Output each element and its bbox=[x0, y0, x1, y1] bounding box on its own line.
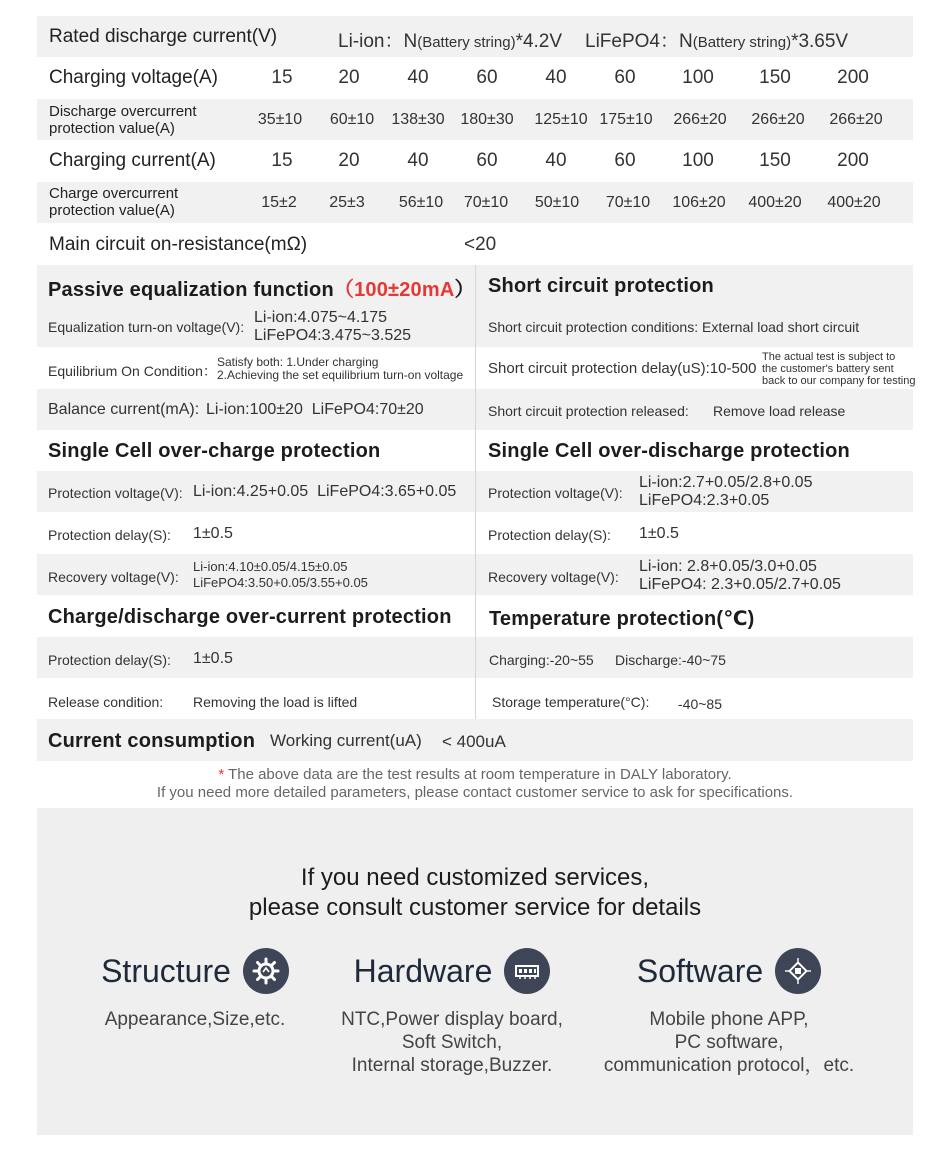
value-cell: 266±20 bbox=[829, 110, 883, 128]
title-paren: （ bbox=[333, 279, 355, 301]
value-cell: 400±20 bbox=[827, 193, 881, 211]
value-line: LiFePO4: 2.3+0.05/2.7+0.05 bbox=[639, 576, 841, 593]
value-cell: 266±20 bbox=[751, 110, 805, 128]
value-cell: 15±2 bbox=[261, 193, 297, 211]
value-cell: 200 bbox=[837, 67, 869, 88]
consumption-row bbox=[37, 719, 913, 761]
overcurrent-delay-label: Protection delay(S): bbox=[48, 652, 171, 668]
discharge-overcurrent-values bbox=[37, 99, 913, 140]
headline-line: If you need customized services, bbox=[300, 864, 650, 891]
temperature-title: Temperature protection(℃) bbox=[489, 608, 755, 630]
charging-current-values bbox=[37, 140, 913, 182]
value-cell: 180±30 bbox=[460, 110, 514, 128]
note-line: If you need more detailed parameters, please contact customer service to ask for specifications. bbox=[156, 784, 794, 801]
value-cell: 15 bbox=[271, 67, 293, 88]
eq-turn-on-values bbox=[254, 309, 411, 345]
value-line: LiFePO4:3.50+0.05/3.55+0.05 bbox=[193, 575, 368, 590]
temp-discharge: Discharge:-40~75 bbox=[615, 652, 726, 668]
value-line: Li-ion: 2.8+0.05/3.0+0.05 bbox=[639, 558, 817, 575]
liion-small: (Battery string) bbox=[417, 34, 516, 51]
service-title-text: Structure bbox=[101, 952, 231, 989]
charging-current-label: Charging current(A) bbox=[49, 150, 216, 171]
charge-overcurrent-row bbox=[37, 182, 913, 223]
value-cell: 20 bbox=[338, 150, 360, 171]
service-title bbox=[354, 948, 551, 994]
value-cell: 56±10 bbox=[398, 193, 444, 211]
sc-delay-note bbox=[762, 351, 915, 387]
value-cell: 200 bbox=[837, 150, 869, 171]
desc-line: Internal storage,Buzzer. bbox=[351, 1055, 553, 1076]
oc-recovery-value bbox=[193, 559, 368, 591]
charge-overcurrent-values bbox=[37, 182, 913, 223]
test-note bbox=[37, 766, 913, 802]
discharge-overcurrent-row bbox=[37, 99, 913, 140]
note-star: * bbox=[218, 766, 225, 783]
desc-line: communication protocol，etc. bbox=[603, 1055, 855, 1076]
balance-current-value: Li-ion:100±20 LiFePO4:70±20 bbox=[206, 401, 424, 418]
title-paren: ） bbox=[454, 279, 475, 301]
value-cell: 70±10 bbox=[463, 193, 509, 211]
sc-delay: Short circuit protection delay(uS):10-500 bbox=[488, 360, 757, 377]
chip-board-icon bbox=[504, 948, 550, 994]
label-line: Discharge overcurrent bbox=[49, 103, 197, 120]
desc-line: Mobile phone APP, bbox=[649, 1009, 809, 1030]
value-cell: 60 bbox=[476, 67, 498, 88]
od-recovery-value bbox=[639, 558, 841, 594]
desc-line: NTC,Power display board, bbox=[341, 1009, 563, 1030]
value-cell: 40 bbox=[407, 150, 429, 171]
lfp-prefix: LiFePO4：N bbox=[585, 31, 693, 52]
liion-prefix: Li-ion：N bbox=[338, 31, 418, 52]
desc-line: Appearance,Size,etc. bbox=[104, 1009, 286, 1030]
on-resistance-label: Main circuit on-resistance(mΩ) bbox=[49, 234, 308, 255]
oc-recovery-label: Recovery voltage(V): bbox=[48, 569, 179, 585]
eq-current-highlight: 100±20mA bbox=[354, 279, 455, 301]
note-line: The above data are the test results at room temperature in DALY laboratory. bbox=[228, 766, 732, 783]
sc-conditions: Short circuit protection conditions: External load short circuit bbox=[488, 319, 860, 335]
consumption-title: Current consumption bbox=[48, 730, 256, 752]
od-voltage-label: Protection voltage(V): bbox=[488, 485, 623, 501]
value-line: LiFePO4:2.3+0.05 bbox=[639, 492, 770, 509]
label-line: protection value(A) bbox=[49, 120, 175, 137]
eq-on-condition-values bbox=[217, 356, 463, 382]
value-cell: 106±20 bbox=[672, 193, 726, 211]
headline-line: please consult customer service for details bbox=[248, 894, 702, 921]
label-line: Charge overcurrent bbox=[49, 185, 179, 202]
value-cell: 60 bbox=[614, 67, 636, 88]
desc-line: Soft Switch, bbox=[401, 1032, 503, 1053]
overcurrent-delay-value: 1±0.5 bbox=[193, 650, 233, 667]
release-condition-label: Release condition: bbox=[48, 694, 164, 710]
value-cell: 400±20 bbox=[748, 193, 802, 211]
value-cell: 125±10 bbox=[534, 110, 588, 128]
service-software[interactable] bbox=[589, 948, 869, 1077]
value-cell: 40 bbox=[545, 150, 567, 171]
storage-temp-label: Storage temperature(°C): bbox=[492, 694, 650, 710]
services-headline bbox=[37, 863, 913, 923]
value-cell: 35±10 bbox=[257, 110, 303, 128]
value-line: Satisfy both: 1.Under charging bbox=[217, 355, 379, 369]
value-line: LiFePO4:3.475~3.525 bbox=[254, 327, 412, 344]
service-desc bbox=[85, 1008, 305, 1031]
value-cell: 100 bbox=[682, 67, 714, 88]
service-desc bbox=[327, 1008, 577, 1077]
rated-discharge-liion bbox=[338, 26, 562, 53]
value-cell: 20 bbox=[338, 67, 360, 88]
custom-services-panel bbox=[37, 808, 913, 1135]
release-condition-value: Removing the load is lifted bbox=[193, 694, 358, 710]
note-line: back to our company for testing bbox=[762, 375, 916, 387]
value-line: Li-ion:4.075~4.175 bbox=[254, 309, 387, 326]
storage-temp-value: -40~85 bbox=[678, 696, 722, 712]
value-cell: 60±10 bbox=[329, 110, 375, 128]
charging-voltage-label: Charging voltage(A) bbox=[49, 67, 218, 88]
charging-voltage-row bbox=[37, 57, 913, 99]
processor-icon bbox=[775, 948, 821, 994]
short-circuit-title: Short circuit protection bbox=[488, 275, 714, 297]
service-desc bbox=[589, 1008, 869, 1077]
label-line: protection value(A) bbox=[49, 202, 175, 219]
temp-charging: Charging:-20~55 bbox=[489, 652, 594, 668]
value-cell: 150 bbox=[759, 67, 791, 88]
on-resistance-value: <20 bbox=[464, 234, 497, 255]
eq-turn-on-label: Equalization turn-on voltage(V): bbox=[48, 319, 245, 335]
value-cell: 175±10 bbox=[599, 110, 653, 128]
overdischarge-title: Single Cell over-discharge protection bbox=[488, 440, 850, 462]
value-cell: 60 bbox=[476, 150, 498, 171]
service-title-text: Hardware bbox=[353, 952, 493, 989]
value-cell: 25±3 bbox=[329, 193, 365, 211]
consumption-label: Working current(uA) bbox=[270, 731, 422, 750]
charging-voltage-values bbox=[37, 57, 913, 99]
value-line: Li-ion:4.10±0.05/4.15±0.05 bbox=[193, 559, 348, 574]
service-structure[interactable] bbox=[85, 948, 305, 1031]
service-title-text: Software bbox=[636, 952, 764, 989]
column-divider bbox=[475, 265, 476, 719]
overcharge-title: Single Cell over-charge protection bbox=[48, 440, 381, 462]
value-cell: 70±10 bbox=[605, 193, 651, 211]
sc-released-value: Remove load release bbox=[713, 403, 846, 419]
note-line: The actual test is subject to bbox=[762, 351, 896, 363]
eq-on-condition-label: Equilibrium On Condition： bbox=[48, 363, 217, 379]
value-cell: 50±10 bbox=[534, 193, 580, 211]
oc-voltage-value: Li-ion:4.25+0.05 LiFePO4:3.65+0.05 bbox=[193, 483, 457, 500]
note-line: the customer's battery sent bbox=[762, 363, 894, 375]
lfp-small: (Battery string) bbox=[692, 34, 792, 51]
value-line: 2.Achieving the set equilibrium turn-on voltage bbox=[217, 368, 464, 382]
service-title bbox=[637, 948, 821, 994]
on-resistance-row bbox=[37, 223, 913, 265]
title-text: Passive equalization function bbox=[48, 279, 334, 301]
liion-value: *4.2V bbox=[515, 31, 563, 52]
gear-icon bbox=[243, 948, 289, 994]
oc-voltage-label: Protection voltage(V): bbox=[48, 485, 183, 501]
oc-delay-label: Protection delay(S): bbox=[48, 527, 171, 543]
charging-current-row bbox=[37, 140, 913, 182]
value-cell: 100 bbox=[682, 150, 714, 171]
oc-delay-value: 1±0.5 bbox=[193, 525, 233, 542]
passive-eq-title bbox=[48, 273, 475, 302]
rated-discharge-row bbox=[37, 16, 913, 57]
consumption-value: < 400uA bbox=[442, 732, 506, 751]
rated-discharge-label: Rated discharge current(V) bbox=[49, 26, 278, 47]
od-recovery-label: Recovery voltage(V): bbox=[488, 569, 619, 585]
value-cell: 60 bbox=[614, 150, 636, 171]
value-cell: 138±30 bbox=[391, 110, 445, 128]
service-title bbox=[101, 948, 289, 994]
balance-current-label: Balance current(mA): bbox=[48, 401, 200, 418]
rated-discharge-lfp bbox=[585, 26, 848, 53]
overcurrent-title: Charge/discharge over-current protection bbox=[48, 606, 452, 628]
value-cell: 40 bbox=[545, 67, 567, 88]
service-hardware[interactable] bbox=[327, 948, 577, 1077]
value-cell: 266±20 bbox=[673, 110, 727, 128]
value-cell: 150 bbox=[759, 150, 791, 171]
sc-released-label: Short circuit protection released: bbox=[488, 403, 689, 419]
od-voltage-value bbox=[639, 474, 812, 510]
od-delay-value: 1±0.5 bbox=[639, 525, 679, 542]
value-cell: 40 bbox=[407, 67, 429, 88]
desc-line: PC software, bbox=[674, 1032, 784, 1053]
lfp-value: *3.65V bbox=[791, 31, 849, 52]
value-cell: 15 bbox=[271, 150, 293, 171]
od-delay-label: Protection delay(S): bbox=[488, 527, 611, 543]
value-line: Li-ion:2.7+0.05/2.8+0.05 bbox=[639, 474, 813, 491]
